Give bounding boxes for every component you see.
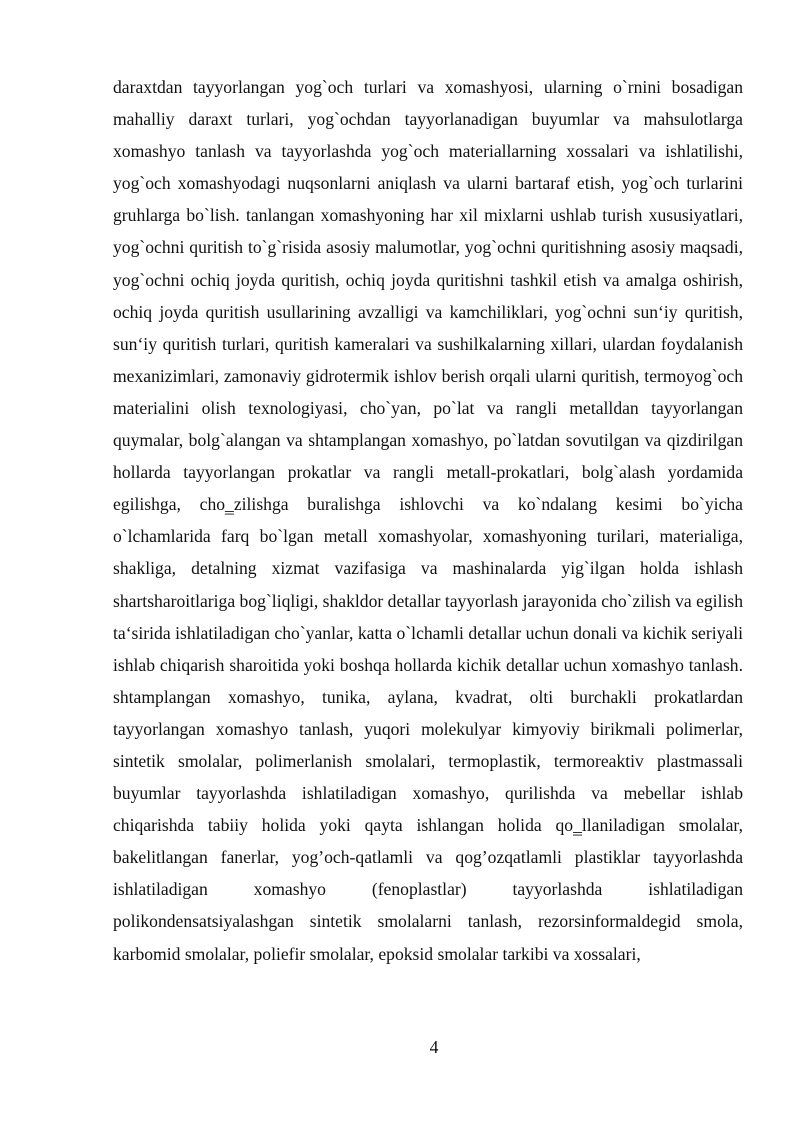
body-paragraph: daraxtdan tayyorlangan yog`och turlari va xomashyosi, ularning o`rnini bosadigan mahalliy daraxt turlari, yog`ochdan tayyorlanadigan buyumlar va mahsulotlarga xomashyo tanlash va tayyorlashda yog`och materiallarning xossalari va ishlatilishi, yog`och xomashyodagi nuqsonlarni aniqlash va ularni bartaraf etish, yog`och turlarini gruhlarga bo`lish. tanlangan xomashyoning har xil mixlarni ushlab turish xususiyatlari, yog`ochni quritish to`g`risida asosiy malumotlar, yog`ochni quritishning asosiy maqsadi, yog`ochni ochiq joyda quritish, ochiq joyda quritishni tashkil etish va amalga oshirish, ochiq joyda quritish usullarining avzalligi va kamchiliklari, yog`ochni sun‘iy quritish, sun‘iy quritish turlari, quritish kameralari va sushilkalarning xillari, ulardan foydalanish mexanizimlari, zamonaviy gidrotermik ishlov berish orqali ularni quritish, termoyog`och materialini olish texnologiyasi, cho`yan, po`lat va rangli metalldan tayyorlangan quymalar, bolg`alangan va shtamplangan xomashyo, po`latdan sovutilgan va qizdirilgan hollarda tayyorlangan prokatlar va rangli metall-prokatlari, bolg`alash yordamida egilishga, cho‗zilishga buralishga ishlovchi va ko`ndalang kesimi bo`yicha o`lchamlarida farq bo`lgan metall xomashyolar, xomashyoning turilari, materialiga, shakliga, detalning xizmat vazifasiga va mashinalarda yig`ilgan holda ishlash shartsharoitlariga bog`liqligi, shakldor detallar tayyorlash jarayonida cho`zilish va egilish ta‘sirida ishlatiladigan cho`yanlar, katta o`lchamli detallar uchun donali va kichik seriyali ishlab chiqarish sharoitida yoki boshqa hollarda kichik detallar uchun xomashyo tanlash. shtamplangan xomashyo, tunika, aylana, kvadrat, olti burchakli prokatlardan tayyorlangan xomashyo tanlash, yuqori molekulyar kimyoviy birikmali polimerlar, sintetik smolalar, polimerlanish smolalari, termoplastik, termoreaktiv plastmassali buyumlar tayyorlashda ishlatiladigan xomashyo, qurilishda va mebellar ishlab chiqarishda tabiiy holida yoki qayta ishlangan holida qo‗llaniladigan smolalar, bakelitlangan fanerlar, yog’och-qatlamli va qog’ozqatlamli plastiklar tayyorlashda ishlatiladigan xomashyo (fenoplastlar) tayyorlashda ishlatiladigan polikondensatsiyalashgan sintetik smolalarni tanlash, rezorsinformaldegid smola, karbomid smolalar, poliefir smolalar, epoksid smolalar tarkibi va xossalari, bbox=[113, 77, 743, 964]
page-number: 4 bbox=[429, 1037, 439, 1057]
